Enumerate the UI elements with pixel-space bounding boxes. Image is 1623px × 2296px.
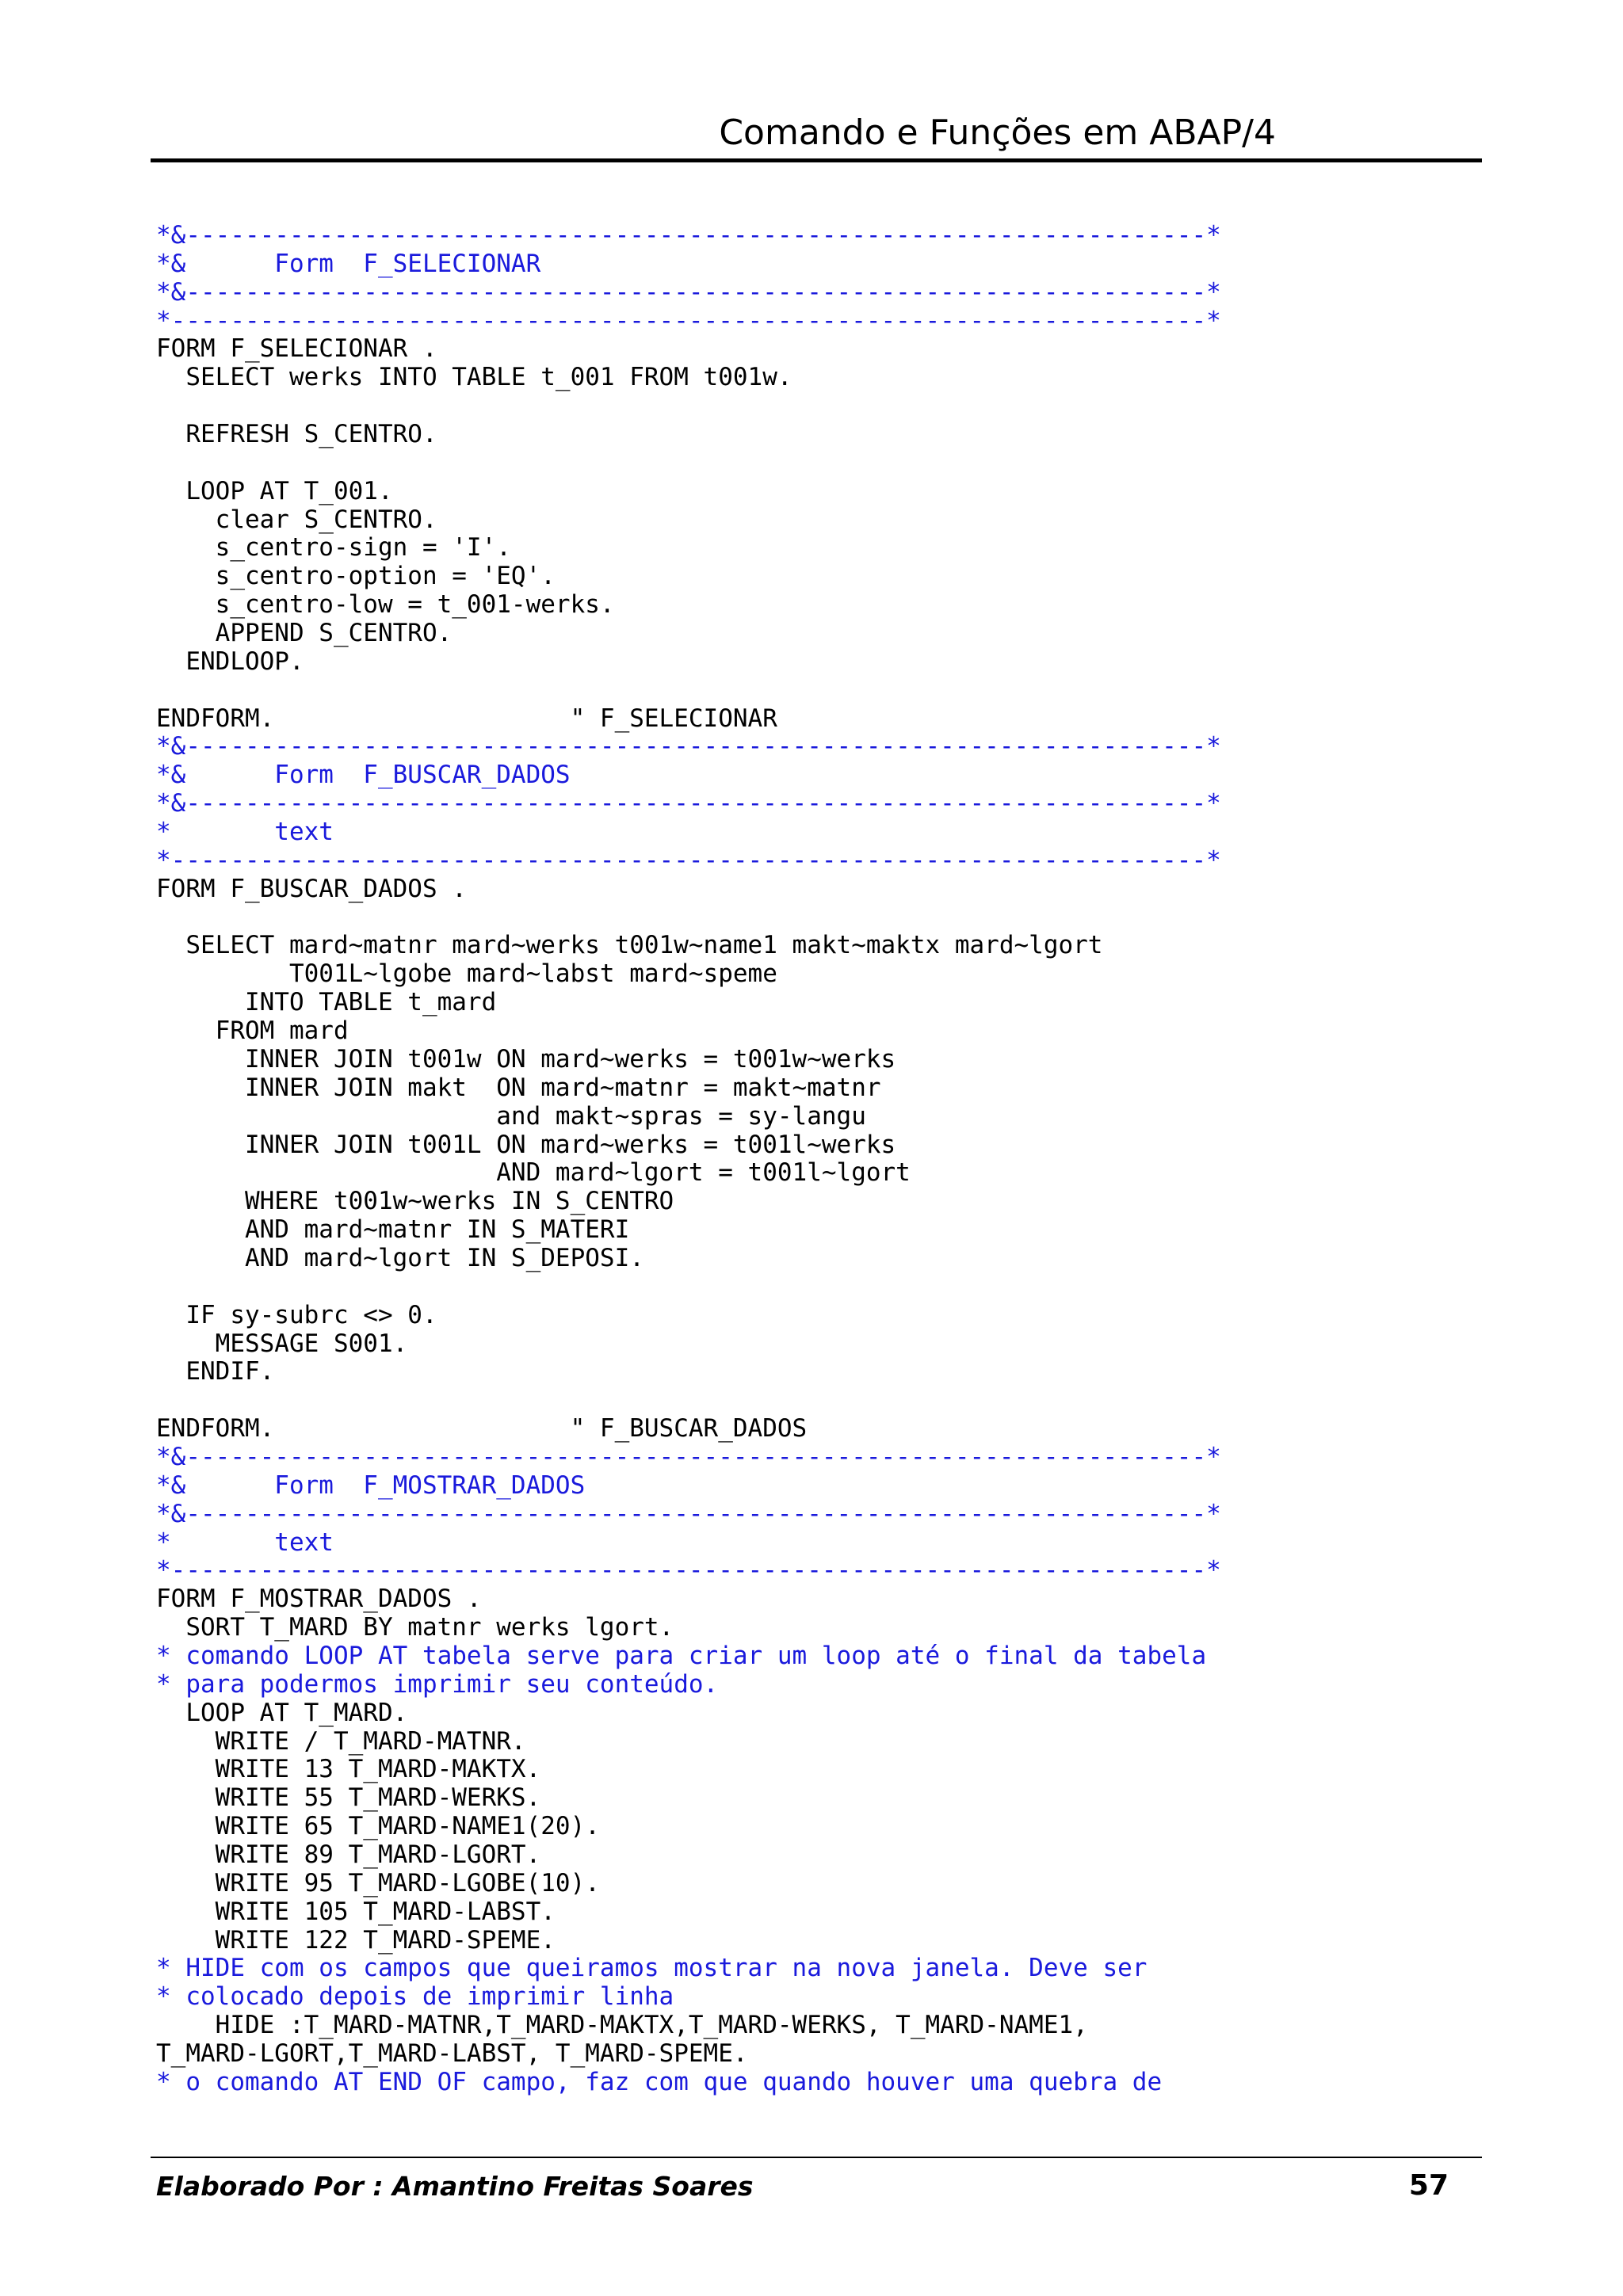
- code-line: [156, 1386, 1221, 1415]
- code-line: IF sy-subrc <> 0.: [156, 1300, 437, 1329]
- code-line: s_centro-option = 'EQ'.: [156, 562, 556, 591]
- code-line: SORT T_MARD BY matnr werks lgort.: [156, 1613, 674, 1642]
- comment-line: * HIDE com os campos que queiramos mostrar na nova janela. Deve ser: [156, 1954, 1148, 1983]
- code-line: INTO TABLE t_mard: [156, 988, 497, 1017]
- code-line: ENDIF.: [156, 1357, 275, 1386]
- page-number: 57: [1408, 2169, 1449, 2202]
- comment-line: * colocado depois de imprimir linha: [156, 1982, 674, 2012]
- code-line: T_MARD-LGORT,T_MARD-LABST, T_MARD-SPEME.: [156, 2039, 748, 2068]
- comment-line: *----------------------------------------------------------------------*: [156, 306, 1221, 335]
- comment-line: *----------------------------------------------------------------------*: [156, 1556, 1221, 1585]
- comment-line: *&---------------------------------------------------------------------*: [156, 1499, 1221, 1528]
- code-line: WRITE 89 T_MARD-LGORT.: [156, 1840, 541, 1869]
- code-line: SELECT werks INTO TABLE t_001 FROM t001w.: [156, 363, 792, 392]
- code-line: [156, 392, 1221, 421]
- code-line: WRITE 55 T_MARD-WERKS.: [156, 1783, 541, 1813]
- code-line: s_centro-sign = 'I'.: [156, 533, 511, 563]
- code-line: WRITE 95 T_MARD-LGOBE(10).: [156, 1868, 600, 1897]
- code-line: AND mard~lgort = t001l~lgort: [156, 1158, 911, 1188]
- code-line: WRITE / T_MARD-MATNR.: [156, 1726, 526, 1756]
- comment-line: *&---------------------------------------------------------------------*: [156, 221, 1221, 250]
- header-divider: [151, 158, 1482, 162]
- code-line: AND mard~matnr IN S_MATERI: [156, 1215, 630, 1245]
- footer-author: Elaborado Por : Amantino Freitas Soares: [156, 2171, 754, 2202]
- code-line: LOOP AT T_MARD.: [156, 1698, 408, 1727]
- code-line: WRITE 122 T_MARD-SPEME.: [156, 1925, 556, 1955]
- code-line: MESSAGE S001.: [156, 1329, 408, 1358]
- comment-line: *----------------------------------------------------------------------*: [156, 845, 1221, 875]
- comment-line: * o comando AT END OF campo, faz com que quando houver uma quebra de: [156, 2067, 1163, 2096]
- comment-line: * text: [156, 818, 334, 847]
- code-line: INNER JOIN t001w ON mard~werks = t001w~werks: [156, 1044, 896, 1074]
- comment-line: *&---------------------------------------------------------------------*: [156, 1442, 1221, 1471]
- code-line: [156, 904, 1221, 933]
- code-line: T001L~lgobe mard~labst mard~speme: [156, 959, 777, 989]
- comment-line: * comando LOOP AT tabela serve para criar um loop até o final da tabela: [156, 1641, 1207, 1670]
- code-line: [156, 1273, 1221, 1302]
- comment-line: *& Form F_MOSTRAR_DADOS: [156, 1470, 586, 1500]
- code-line: APPEND S_CENTRO.: [156, 619, 453, 648]
- code-line: [156, 677, 1221, 705]
- code-listing: [156, 222, 1221, 2097]
- comment-line: * text: [156, 1527, 334, 1557]
- code-line: FORM F_MOSTRAR_DADOS .: [156, 1585, 482, 1614]
- code-line: FORM F_BUSCAR_DADOS .: [156, 874, 467, 903]
- code-line: FROM mard: [156, 1016, 349, 1046]
- comment-line: *& Form F_SELECIONAR: [156, 249, 541, 278]
- code-line: INNER JOIN t001L ON mard~werks = t001l~werks: [156, 1130, 896, 1159]
- code-line: AND mard~lgort IN S_DEPOSI.: [156, 1243, 644, 1272]
- comment-line: *&---------------------------------------------------------------------*: [156, 789, 1221, 818]
- code-line: REFRESH S_CENTRO.: [156, 420, 437, 449]
- comment-line: *&---------------------------------------------------------------------*: [156, 732, 1221, 761]
- code-line: INNER JOIN makt ON mard~matnr = makt~matnr: [156, 1073, 881, 1102]
- code-line: WRITE 105 T_MARD-LABST.: [156, 1897, 556, 1926]
- code-line: ENDFORM. " F_SELECIONAR: [156, 704, 777, 733]
- code-line: HIDE :T_MARD-MATNR,T_MARD-MAKTX,T_MARD-WERKS, T_MARD-NAME1,: [156, 2011, 1088, 2040]
- footer-divider: [151, 2157, 1482, 2158]
- code-line: [156, 449, 1221, 478]
- code-line: WRITE 65 T_MARD-NAME1(20).: [156, 1812, 600, 1841]
- code-line: s_centro-low = t_001-werks.: [156, 590, 615, 620]
- code-line: ENDLOOP.: [156, 646, 304, 676]
- code-line: clear S_CENTRO.: [156, 505, 437, 534]
- comment-line: *& Form F_BUSCAR_DADOS: [156, 761, 571, 790]
- comment-line: * para podermos imprimir seu conteúdo.: [156, 1669, 719, 1699]
- page-header-title: Comando e Funções em ABAP/4: [719, 113, 1276, 153]
- code-line: WHERE t001w~werks IN S_CENTRO: [156, 1187, 674, 1216]
- code-line: and makt~spras = sy-langu: [156, 1101, 866, 1131]
- code-line: LOOP AT T_001.: [156, 476, 393, 505]
- code-line: ENDFORM. " F_BUSCAR_DADOS: [156, 1414, 808, 1444]
- code-line: SELECT mard~matnr mard~werks t001w~name1 makt~maktx mard~lgort: [156, 931, 1103, 960]
- code-line: FORM F_SELECIONAR .: [156, 334, 437, 364]
- code-line: WRITE 13 T_MARD-MAKTX.: [156, 1755, 541, 1784]
- comment-line: *&---------------------------------------------------------------------*: [156, 277, 1221, 307]
